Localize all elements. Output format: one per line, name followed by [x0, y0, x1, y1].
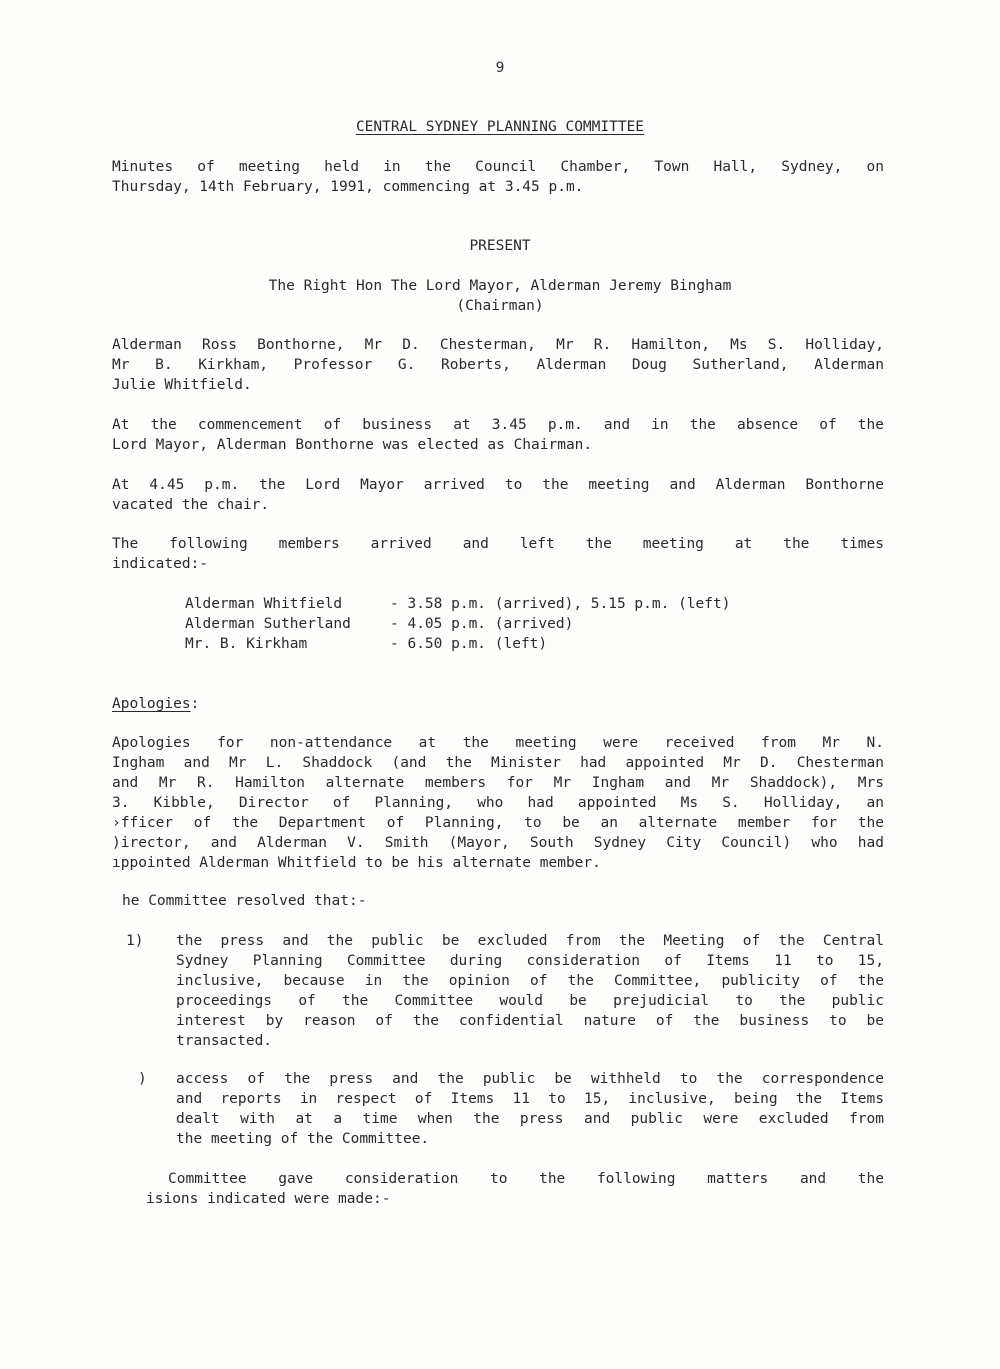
intro-line: Thursday, 14th February, 1991, commencing at 3.45 p.m.: [112, 179, 584, 195]
attendees-line: Julie Whitfield.: [112, 377, 252, 393]
resolution-line: access of the press and the public be withheld to the correspondence: [176, 1071, 884, 1087]
apologies-heading-colon: :: [190, 696, 200, 712]
apologies-line: Ingham and Mr L. Shaddock (and the Minister had appointed Mr D. Chesterman: [112, 755, 884, 771]
commencement-paragraph: [112, 415, 884, 455]
member-times: - 6.50 p.m. (left): [390, 636, 548, 652]
apologies-paragraph: [112, 733, 884, 873]
closing-line: isions indicated were made:-: [146, 1191, 391, 1207]
resolution-line: interest by reason of the confidential nature of the business to be: [176, 1013, 884, 1029]
member-times: - 4.05 p.m. (arrived): [390, 616, 574, 632]
commencement-line: At the commencement of business at 3.45 p.m. and in the absence of the: [112, 417, 884, 433]
arrival-line: vacated the chair.: [112, 497, 270, 513]
apologies-line: and Mr R. Hamilton alternate members for Mr Ingham and Mr Shaddock), Mrs: [112, 775, 884, 791]
apologies-heading-text: Apologies: [112, 696, 191, 712]
following-paragraph: [112, 534, 884, 574]
attendees-paragraph: [112, 335, 884, 395]
chairman-line: (Chairman): [456, 298, 544, 314]
attendees-line: Mr B. Kirkham, Professor G. Roberts, Alderman Doug Sutherland, Alderman: [112, 357, 884, 373]
member-name: Mr. B. Kirkham: [185, 636, 308, 652]
resolution-item: [176, 1069, 884, 1149]
document-heading: CENTRAL SYDNEY PLANNING COMMITTEE: [355, 119, 645, 135]
arrival-line: At 4.45 p.m. the Lord Mayor arrived to the meeting and Alderman Bonthorne: [112, 477, 884, 493]
item-number: 1): [126, 933, 144, 949]
commencement-line: Lord Mayor, Alderman Bonthorne was elected as Chairman.: [112, 437, 593, 453]
apologies-heading: [112, 694, 199, 714]
resolved-statement: he Committee resolved that:-: [122, 893, 367, 909]
resolution-line: proceedings of the Committee would be prejudicial to the public: [176, 993, 884, 1009]
resolution-line: the press and the public be excluded from the Meeting of the Central: [176, 933, 884, 949]
chairman-line: The Right Hon The Lord Mayor, Alderman Jeremy Bingham: [268, 278, 732, 294]
arrival-time-row: [185, 634, 730, 654]
member-name: Alderman Sutherland: [185, 616, 351, 632]
arrival-times-list: [185, 594, 730, 654]
arrival-time-row: [185, 614, 730, 634]
attendees-line: Alderman Ross Bonthorne, Mr D. Chesterman, Mr R. Hamilton, Ms S. Holliday,: [112, 337, 884, 353]
apologies-line: )irector, and Alderman V. Smith (Mayor, South Sydney City Council) who had: [112, 835, 884, 851]
resolution-line: Sydney Planning Committee during consideration of Items 11 to 15,: [176, 953, 884, 969]
arrival-time-row: [185, 594, 730, 614]
page-number: 9: [495, 60, 505, 76]
apologies-line: 3. Kibble, Director of Planning, who had appointed Ms S. Holliday, an: [112, 795, 884, 811]
closing-line: Committee gave consideration to the following matters and the: [168, 1171, 884, 1187]
intro-paragraph: [112, 157, 884, 197]
arrival-paragraph: [112, 475, 884, 515]
intro-line: Minutes of meeting held in the Council Chamber, Town Hall, Sydney, on: [112, 159, 884, 175]
resolution-line: and reports in respect of Items 11 to 15, inclusive, being the Items: [176, 1091, 884, 1107]
apologies-line: Apologies for non-attendance at the meeting were received from Mr N.: [112, 735, 884, 751]
chairman-block: [0, 276, 1000, 316]
member-name: Alderman Whitfield: [185, 596, 343, 612]
resolution-line: inclusive, because in the opinion of the Committee, publicity of the: [176, 973, 884, 989]
apologies-line: ›fficer of the Department of Planning, to be an alternate member for the: [112, 815, 884, 831]
member-times: - 3.58 p.m. (arrived), 5.15 p.m. (left): [390, 596, 731, 612]
present-heading: PRESENT: [469, 238, 531, 254]
resolution-item: [176, 931, 884, 1051]
following-line: indicated:-: [112, 556, 209, 572]
following-line: The following members arrived and left the meeting at the times: [112, 536, 884, 552]
resolution-line: the meeting of the Committee.: [176, 1131, 430, 1147]
resolution-line: dealt with at a time when the press and public were excluded from: [176, 1111, 884, 1127]
item-number: ): [138, 1071, 147, 1087]
apologies-line: ıppointed Alderman Whitfield to be his alternate member.: [112, 855, 601, 871]
closing-paragraph: [146, 1169, 884, 1209]
resolution-line: transacted.: [176, 1033, 273, 1049]
